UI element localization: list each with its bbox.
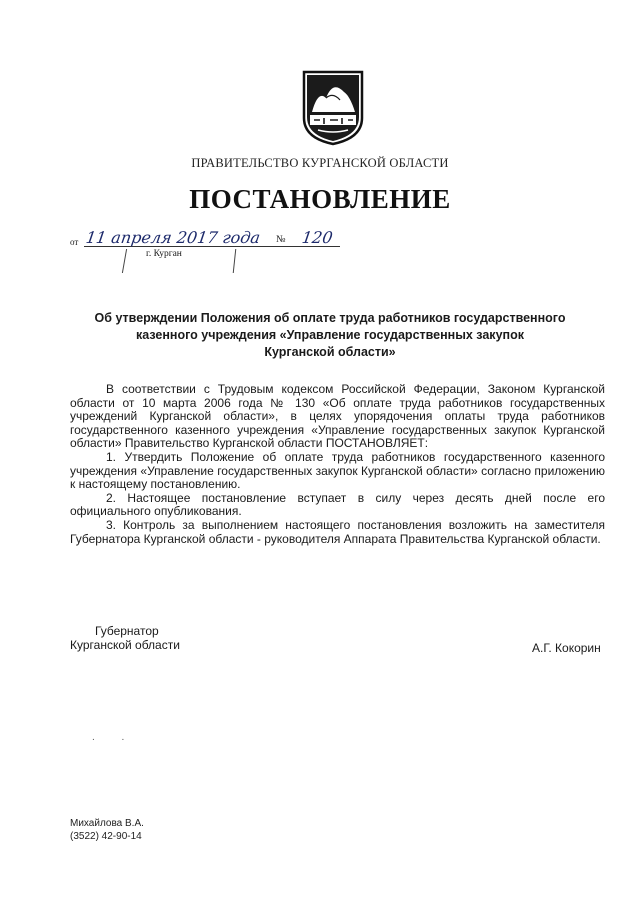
- body-paragraph-1: В соответствии с Трудовым кодексом Российской Федерации, Законом Курганской области от 10 марта 2006 года № 130 «Об оплате труда работников государственных учреждений Курганской области», в целях упорядочения оплаты труда работников государственного казенного учреждения «Управление государственных закупок Курганской области» Правительство Курганской области ПОСТАНОВЛЯЕТ:: [70, 382, 605, 451]
- body-paragraph-4: 3. Контроль за выполнением настоящего постановления возложить на заместителя Губернатора Курганской области - руководителя Аппарата Правительства Курганской области.: [70, 517, 605, 546]
- government-title: ПРАВИТЕЛЬСТВО КУРГАНСКОЙ ОБЛАСТИ: [191, 156, 449, 170]
- executor-info: [70, 817, 144, 843]
- signatory-position-line-2: Курганской области: [70, 638, 180, 652]
- body-paragraph-2: 1. Утвердить Положение об оплате труда работников государственного казенного учреждения «Управление государственных закупок Курганской области» согласно приложению к настоящему постановлению.: [70, 449, 605, 492]
- handwritten-number: 120: [300, 228, 334, 247]
- subject-line-1: Об утверждении Положения об оплате труда работников государственного: [94, 311, 566, 325]
- city: г. Курган: [146, 249, 182, 259]
- subject-line-2: казенного учреждения «Управление государственных закупок: [136, 328, 524, 342]
- signatory-position-line-1: Губернатор: [95, 624, 159, 638]
- document-subject: [80, 310, 580, 361]
- date-prefix: от: [70, 237, 79, 247]
- corner-mark-left: [122, 249, 127, 273]
- body-paragraph-3: 2. Настоящее постановление вступает в силу через десять дней после его официального опубликования.: [70, 490, 605, 519]
- date-number-line: [70, 226, 360, 250]
- document-body: [70, 383, 605, 546]
- signatory-position: [70, 624, 180, 652]
- stray-marks: . .: [92, 732, 137, 743]
- subject-line-3: Курганской области»: [264, 345, 396, 359]
- corner-mark-right: [233, 249, 237, 273]
- handwritten-date: 11 апреля 2017 года: [84, 228, 262, 247]
- kurgan-coat-of-arms-icon: [300, 68, 366, 146]
- number-label: №: [276, 234, 286, 245]
- executor-name: Михайлова В.А.: [70, 818, 144, 829]
- signatory-name: А.Г. Кокорин: [532, 641, 601, 655]
- executor-phone: (3522) 42-90-14: [70, 831, 142, 842]
- number-field: [292, 228, 340, 247]
- document-type-title: ПОСТАНОВЛЕНИЕ: [189, 184, 451, 214]
